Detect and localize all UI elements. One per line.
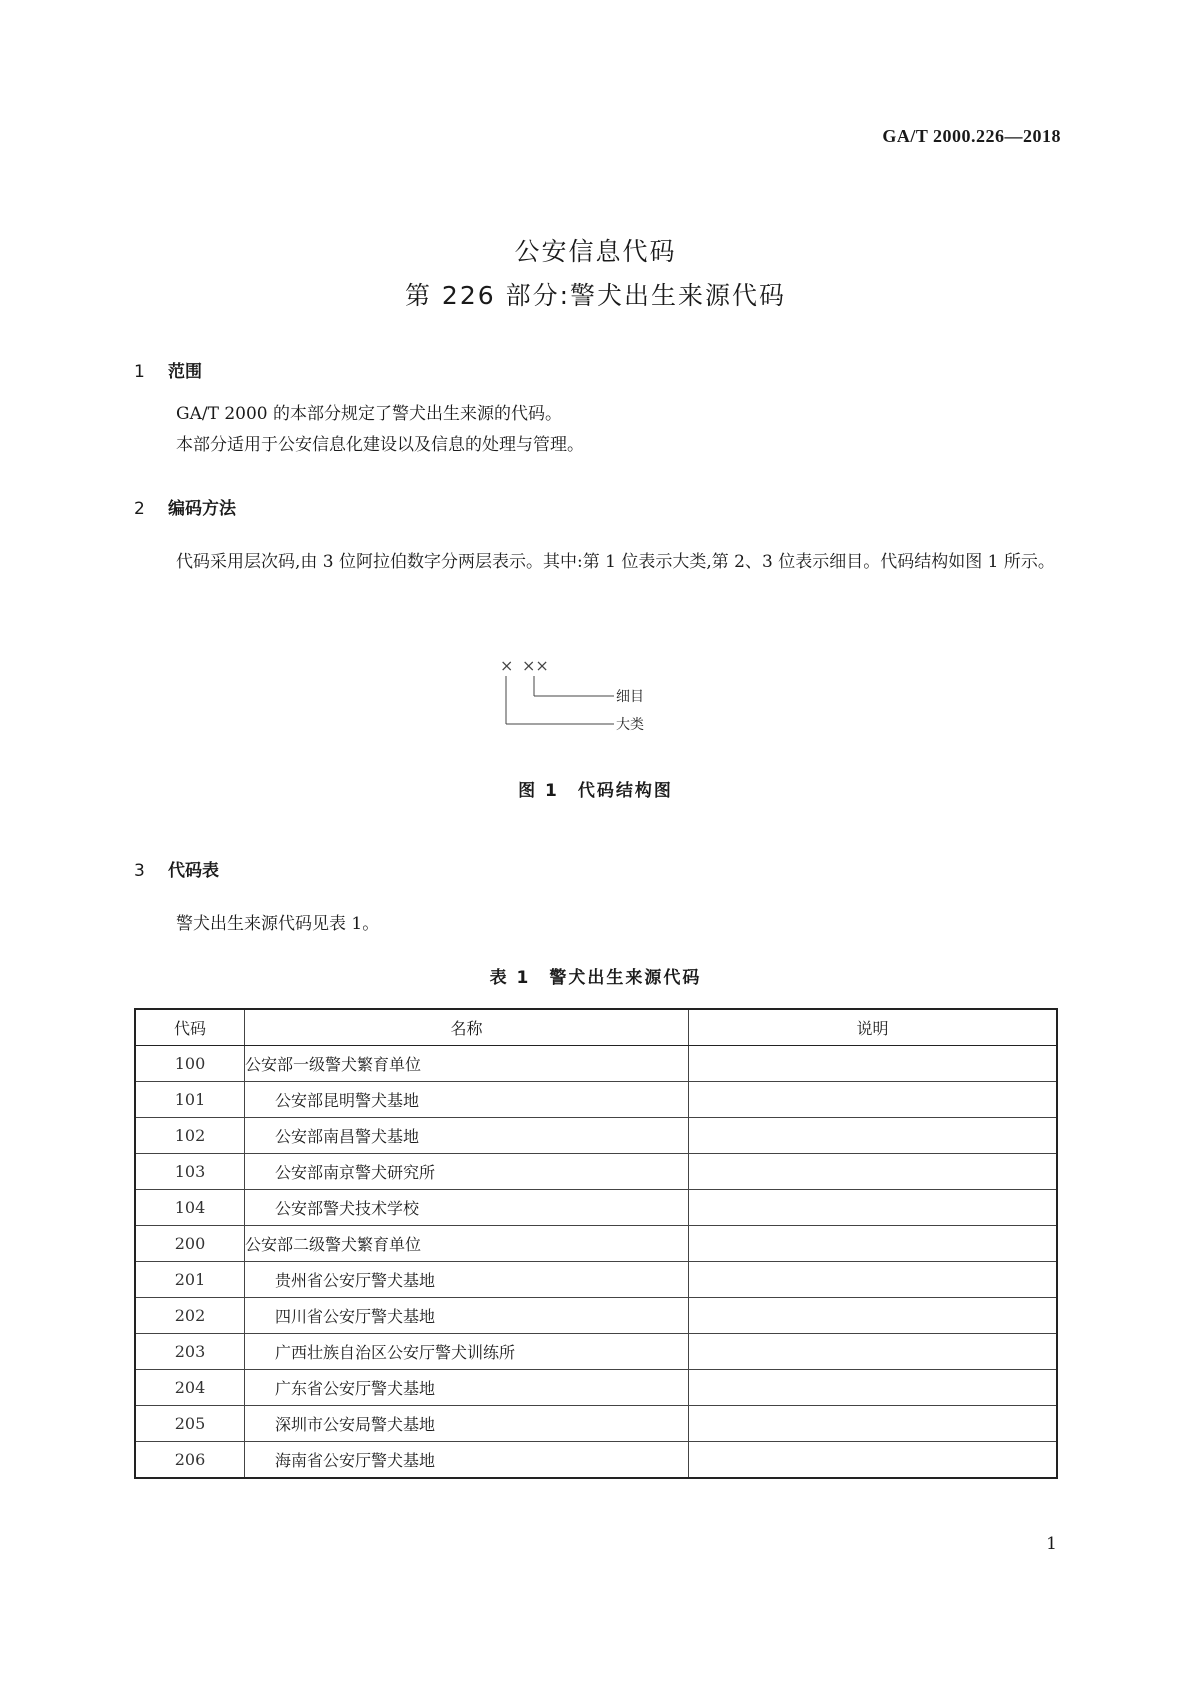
page-number: 1 bbox=[1046, 1534, 1057, 1554]
table-row bbox=[135, 1046, 1057, 1082]
cell-note bbox=[689, 1406, 1058, 1442]
section-title: 编码方法 bbox=[168, 499, 236, 519]
cell-note bbox=[689, 1082, 1058, 1118]
document-title: 公安信息代码 bbox=[514, 237, 677, 266]
paragraph: 本部分适用于公安信息化建设以及信息的处理与管理。 bbox=[176, 435, 584, 455]
cell-code: 202 bbox=[135, 1298, 245, 1334]
cell-name: 公安部二级警犬繁育单位 bbox=[245, 1226, 689, 1262]
table-row bbox=[135, 1298, 1057, 1334]
cell-name: 公安部南昌警犬基地 bbox=[245, 1118, 689, 1154]
cell-note bbox=[689, 1154, 1058, 1190]
cell-note bbox=[689, 1298, 1058, 1334]
column-header-note: 说明 bbox=[689, 1009, 1058, 1046]
cell-name: 公安部昆明警犬基地 bbox=[245, 1082, 689, 1118]
table-row bbox=[135, 1334, 1057, 1370]
cell-name: 公安部一级警犬繁育单位 bbox=[245, 1046, 689, 1082]
cell-name: 公安部南京警犬研究所 bbox=[245, 1154, 689, 1190]
table-row bbox=[135, 1082, 1057, 1118]
cell-name: 四川省公安厅警犬基地 bbox=[245, 1298, 689, 1334]
cell-note bbox=[689, 1226, 1058, 1262]
table-row bbox=[135, 1226, 1057, 1262]
paragraph: 代码采用层次码,由 3 位阿拉伯数字分两层表示。其中:第 1 位表示大类,第 2、3 位表示细目。代码结构如图 1 所示。 bbox=[176, 552, 1055, 572]
detail-digits-mark: ×× bbox=[522, 656, 549, 675]
cell-code: 206 bbox=[135, 1442, 245, 1479]
section-heading bbox=[134, 494, 236, 519]
table-header-row bbox=[135, 1009, 1057, 1046]
table-caption: 表 1 警犬出生来源代码 bbox=[489, 968, 702, 988]
cell-code: 205 bbox=[135, 1406, 245, 1442]
section-number: 2 bbox=[134, 499, 145, 519]
cell-code: 201 bbox=[135, 1262, 245, 1298]
table-row bbox=[135, 1154, 1057, 1190]
cell-code: 101 bbox=[135, 1082, 245, 1118]
column-header-code: 代码 bbox=[135, 1009, 245, 1046]
cell-code: 102 bbox=[135, 1118, 245, 1154]
paragraph: GA/T 2000 的本部分规定了警犬出生来源的代码。 bbox=[176, 404, 562, 424]
cell-note bbox=[689, 1370, 1058, 1406]
cell-note bbox=[689, 1442, 1058, 1479]
section-number: 1 bbox=[134, 362, 145, 382]
cell-code: 100 bbox=[135, 1046, 245, 1082]
standard-id: GA/T 2000.226—2018 bbox=[882, 126, 1061, 146]
code-table bbox=[134, 1008, 1058, 1479]
document-subtitle: 第 226 部分:警犬出生来源代码 bbox=[404, 281, 787, 310]
column-header-name: 名称 bbox=[245, 1009, 689, 1046]
cell-note bbox=[689, 1334, 1058, 1370]
category-label: 大类 bbox=[616, 717, 644, 733]
cell-name: 贵州省公安厅警犬基地 bbox=[245, 1262, 689, 1298]
cell-code: 203 bbox=[135, 1334, 245, 1370]
table-row bbox=[135, 1406, 1057, 1442]
cell-name: 广西壮族自治区公安厅警犬训练所 bbox=[245, 1334, 689, 1370]
cell-name: 广东省公安厅警犬基地 bbox=[245, 1370, 689, 1406]
category-digit-mark: × bbox=[500, 656, 514, 675]
cell-code: 104 bbox=[135, 1190, 245, 1226]
section-title: 代码表 bbox=[168, 861, 219, 881]
table-row bbox=[135, 1262, 1057, 1298]
cell-code: 200 bbox=[135, 1226, 245, 1262]
cell-code: 103 bbox=[135, 1154, 245, 1190]
cell-name: 深圳市公安局警犬基地 bbox=[245, 1406, 689, 1442]
section-number: 3 bbox=[134, 861, 145, 881]
detail-label: 细目 bbox=[616, 689, 644, 705]
cell-note bbox=[689, 1046, 1058, 1082]
cell-note bbox=[689, 1262, 1058, 1298]
paragraph: 警犬出生来源代码见表 1。 bbox=[176, 914, 380, 934]
cell-note bbox=[689, 1190, 1058, 1226]
cell-name: 海南省公安厅警犬基地 bbox=[245, 1442, 689, 1479]
table-row bbox=[135, 1190, 1057, 1226]
table-row bbox=[135, 1118, 1057, 1154]
section-title: 范围 bbox=[168, 362, 202, 382]
table-row bbox=[135, 1370, 1057, 1406]
cell-name: 公安部警犬技术学校 bbox=[245, 1190, 689, 1226]
figure-caption: 图 1 代码结构图 bbox=[518, 781, 673, 801]
section-heading bbox=[134, 856, 219, 881]
table-row bbox=[135, 1442, 1057, 1479]
code-structure-diagram bbox=[500, 656, 740, 736]
cell-code: 204 bbox=[135, 1370, 245, 1406]
cell-note bbox=[689, 1118, 1058, 1154]
section-heading bbox=[134, 357, 202, 382]
